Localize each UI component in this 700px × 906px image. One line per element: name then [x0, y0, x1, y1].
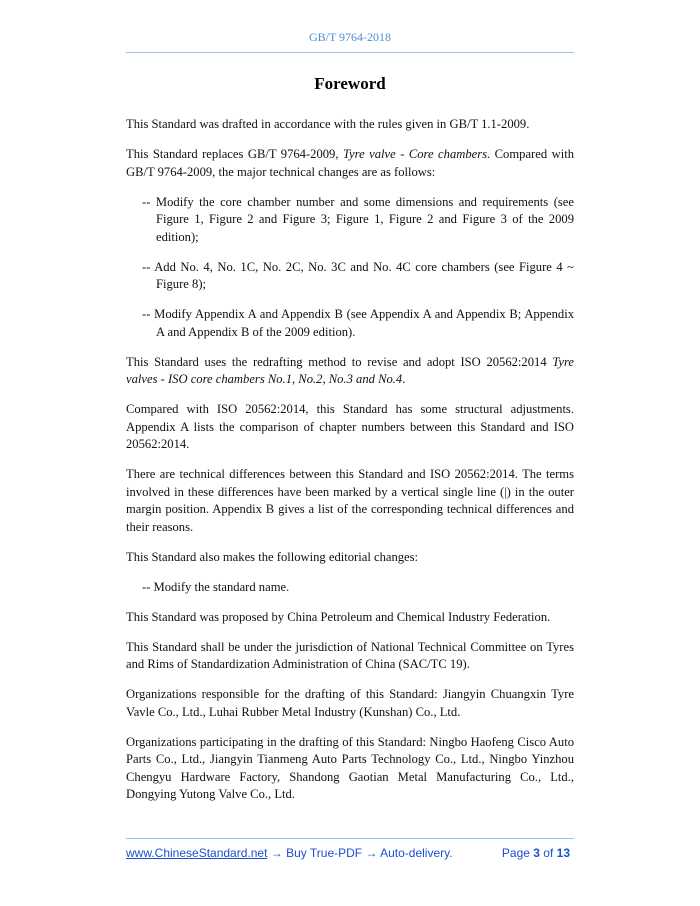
running-header: GB/T 9764-2018: [308, 30, 392, 44]
paragraph-drafting-organizations: Organizations responsible for the drafting of this Standard: Jiangyin Chuangxin Tyre Vavle Co., Ltd., Luhai Rubber Metal Industry (Kunshan) Co., Ltd.: [126, 687, 574, 719]
paragraph-participating-organizations: Organizations participating in the drafting of this Standard: Ningbo Haofeng Cisco Auto Parts Co., Ltd., Jiangyin Tianmeng Auto Parts Technology Co., Ltd., Ningbo Yinzhou Chengyu Hardware Factory, Shandong Gaotian Metal Manufacturing Co., Ltd., Dongying Yutong Valve Co., Ltd.: [126, 734, 574, 801]
paragraph-drafting-rules: This Standard was drafted in accordance with the rules given in GB/T 1.1-2009.: [126, 117, 530, 131]
footer-promo-text: → Buy True-PDF → Auto-delivery.: [267, 846, 453, 860]
paragraph-editorial-changes: This Standard also makes the following editorial changes:: [126, 549, 419, 564]
document-body: [126, 116, 574, 816]
header-divider: [126, 52, 574, 53]
website-link[interactable]: www.ChineseStandard.net: [126, 846, 268, 860]
change-item-3: -- Modify Appendix A and Appendix B (see Appendix A and Appendix B; Appendix A and Appendix B of the 2009 edition).: [142, 307, 574, 339]
change-item-2: -- Add No. 4, No. 1C, No. 2C, No. 3C and No. 4C core chambers (see Figure 4 ~ Figure 8);: [142, 259, 574, 291]
paragraph-replaces: This Standard replaces GB/T 9764-2009, Tyre valve - Core chambers. Compared with GB/T 9764-2009, the major technical changes are as follows:: [126, 147, 574, 179]
footer-divider: [126, 838, 574, 839]
current-page-number: 3: [533, 846, 540, 860]
page-indicator: Page 3 of 13: [501, 846, 570, 860]
paragraph-proposed-by: This Standard was proposed by China Petroleum and Chemical Industry Federation.: [126, 609, 551, 624]
page-footer: [126, 846, 574, 864]
total-pages-number: 13: [556, 846, 570, 860]
editorial-item-1: -- Modify the standard name.: [142, 579, 290, 594]
replaced-standard-title: Tyre valve - Core chambers: [342, 147, 488, 161]
paragraph-redrafting: This Standard uses the redrafting method to revise and adopt ISO 20562:2014 Tyre valves - ISO core chambers No.1, No.2, No.3 and No.4.: [126, 354, 574, 386]
iso-standard-title: Tyre valves - ISO core chambers No.1, No.2, No.3 and No.4: [126, 354, 574, 386]
change-item-1: -- Modify the core chamber number and some dimensions and requirements (see Figure 1, Figure 2 and Figure 3; Figure 1, Figure 2 and Figure 3 of the 2009 edition);: [142, 194, 574, 244]
paragraph-technical-differences: There are technical differences between this Standard and ISO 20562:2014. The terms involved in these differences have been marked by a vertical single line (|) in the outer margin position. Appendix B gives a list of the corresponding technical differences and their reasons.: [126, 467, 574, 534]
page-title: Foreword: [314, 74, 386, 93]
paragraph-structural-adjustments: Compared with ISO 20562:2014, this Standard has some structural adjustments. Appendix A lists the comparison of chapter numbers between this Standard and ISO 20562:2014.: [126, 402, 574, 451]
paragraph-jurisdiction: This Standard shall be under the jurisdiction of National Technical Committee on Tyres and Rims of Standardization Administration of China (SAC/TC 19).: [126, 639, 574, 671]
